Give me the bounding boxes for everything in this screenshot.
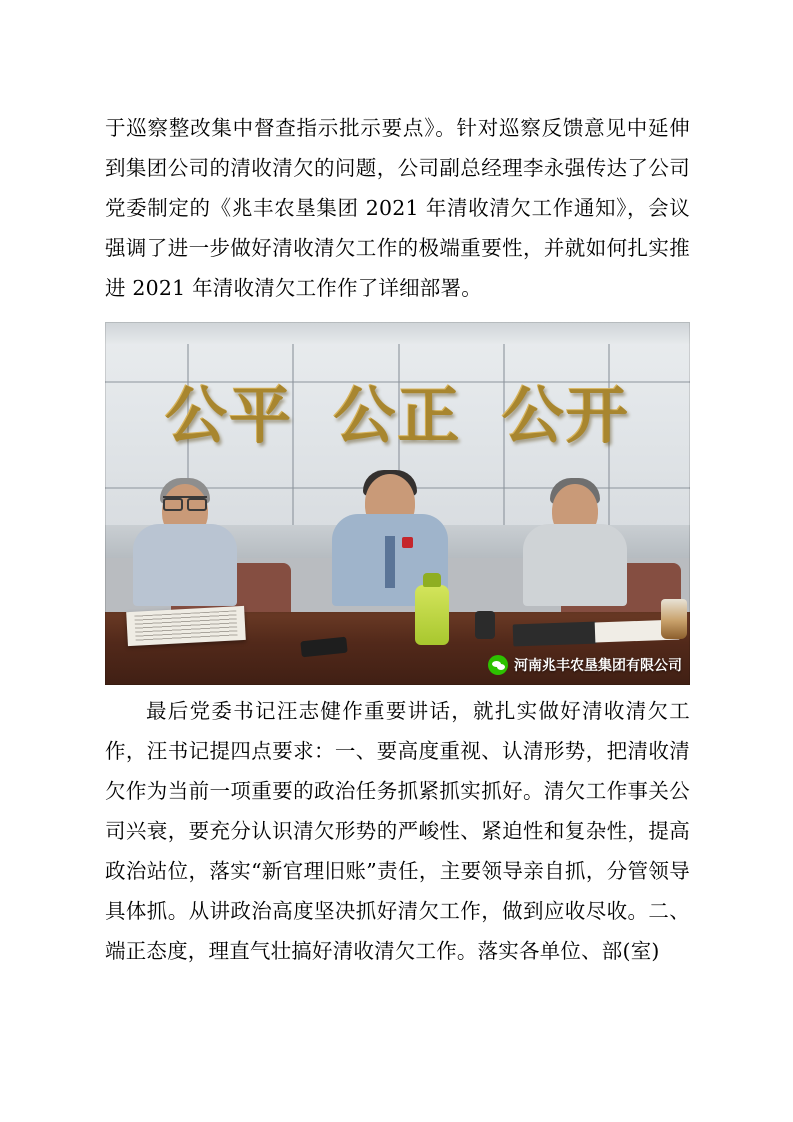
meeting-photo xyxy=(105,322,690,685)
tea-cup xyxy=(661,599,687,639)
wall-character-3: 公开 xyxy=(501,378,630,452)
black-notebook xyxy=(513,622,598,647)
wall-slogan xyxy=(105,366,690,455)
watermark-label: 河南兆丰农垦集团有限公司 xyxy=(514,658,682,674)
wall-character-2: 公正 xyxy=(333,378,462,452)
water-bottle xyxy=(415,585,449,645)
photo-scene xyxy=(105,322,690,685)
paragraph-1: 于巡察整改集中督查指示批示要点》。针对巡察反馈意见中延伸到集团公司的清收清欠的问题，公司副总经理李永强传达了公司党委制定的《兆丰农垦集团 2021 年清收清欠工作通知》，会议强调了进一步做好清收清欠工作的极端重要性，并就如何扎实推进 2021 年清收清欠工作作了详细部署。 xyxy=(105,116,690,300)
open-document xyxy=(126,606,246,646)
shirt-placket xyxy=(385,536,395,588)
glasses-icon xyxy=(163,496,207,508)
photo-ceiling xyxy=(105,322,690,344)
photo-watermark xyxy=(488,655,682,675)
microphone xyxy=(475,611,495,639)
party-badge-icon xyxy=(402,537,413,548)
wechat-icon xyxy=(488,655,508,675)
wall-character-1: 公平 xyxy=(165,378,294,452)
torso xyxy=(133,524,237,606)
document-content xyxy=(105,108,690,971)
paragraph-2: 最后党委书记汪志健作重要讲话，就扎实做好清收清欠工作，汪书记提四点要求：一、要高度重视、认清形势，把清收清欠作为当前一项重要的政治任务抓紧抓实抓好。清欠工作事关公司兴衰，要充分认识清欠形势的严峻性、紧迫性和复杂性，提高政治站位，落实“新官理旧账”责任，主要领导亲自抓，分管领导具体抓。从讲政治高度坚决抓好清欠工作，做到应收尽收。二、端正态度，理直气壮搞好清收清欠工作。落实各单位、部(室) xyxy=(105,699,690,963)
torso xyxy=(523,524,627,606)
